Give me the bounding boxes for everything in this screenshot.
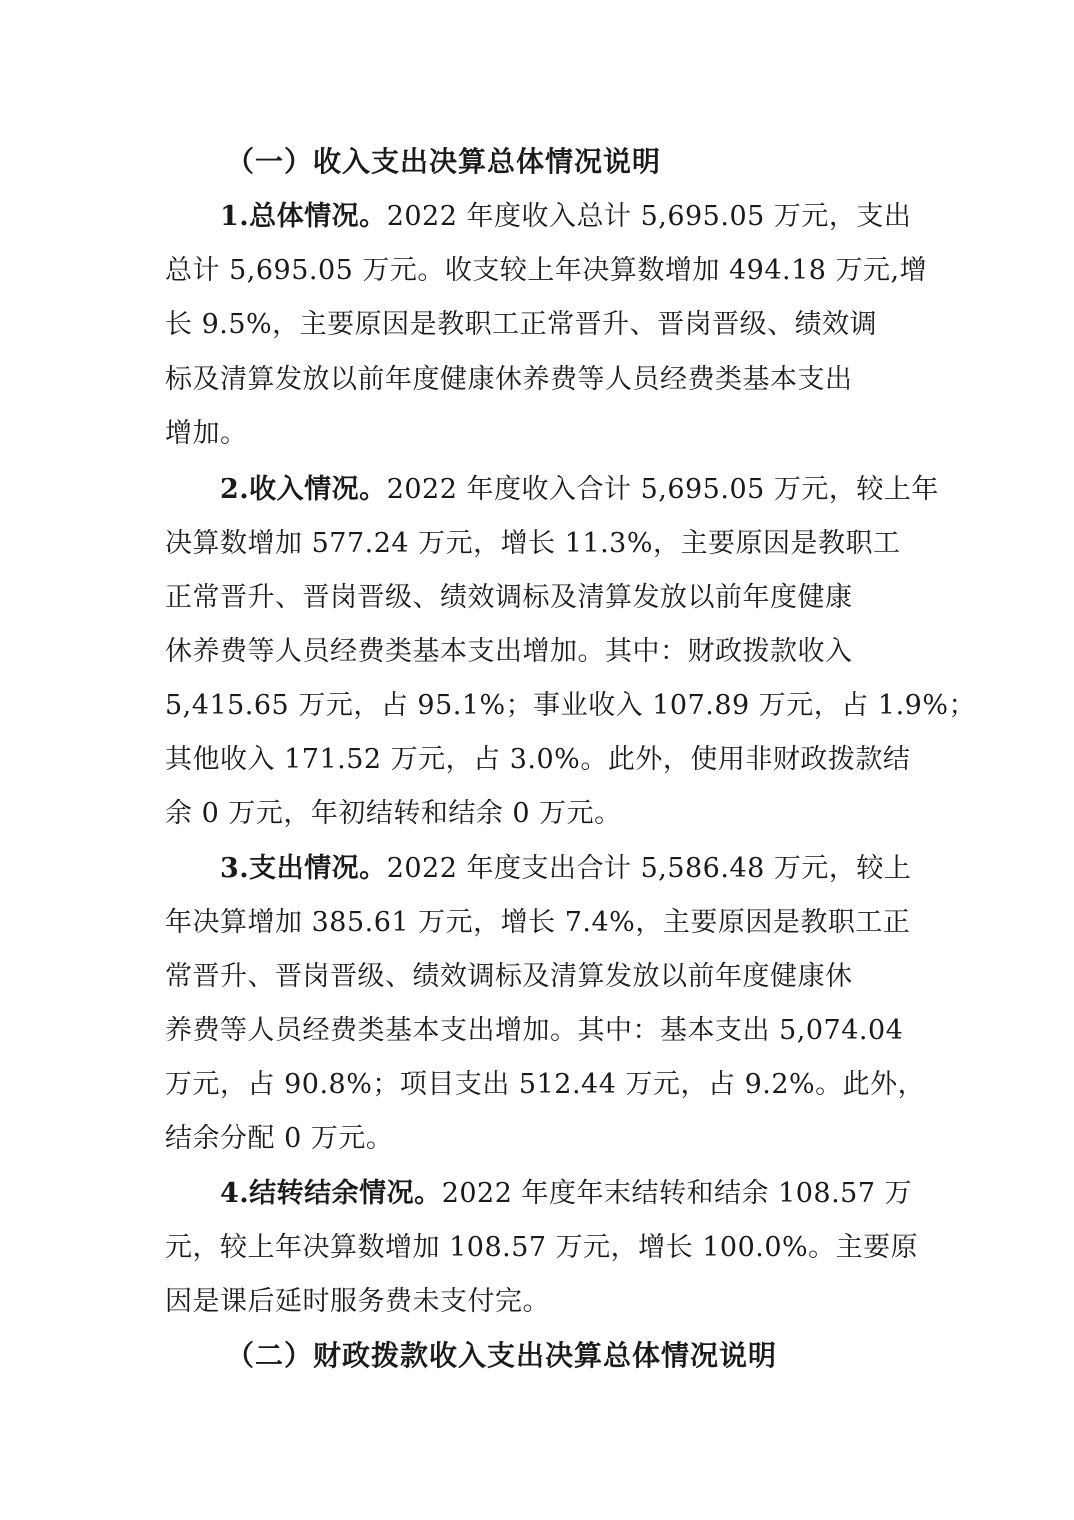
paragraph-1-line-3: 长 9.5%，主要原因是教职工正常晋升、晋岗晋级、绩效调 [165,309,878,340]
paragraph-2-line-4: 休养费等人员经费类基本支出增加。其中：财政拨款收入 [165,636,853,667]
paragraph-3-text: 2022 年度支出合计 5,586.48 万元，较上 [386,853,912,884]
paragraph-2-line-7: 余 0 万元，年初结转和结余 0 万元。 [165,798,622,829]
paragraph-4-text: 2022 年度年末结转和结余 108.57 万 [441,1178,913,1209]
paragraph-2-line-5: 5,415.65 万元，占 95.1%；事业收入 107.89 万元，占 1.9%； [165,690,976,721]
paragraph-1-line-4: 标及清算发放以前年度健康休养费等人员经费类基本支出 [165,364,853,395]
paragraph-1-line-5: 增加。 [165,418,248,449]
paragraph-2-line-1 [220,472,939,508]
paragraph-4-line-2: 元，较上年决算数增加 108.57 万元，增长 100.0%。主要原 [165,1232,919,1263]
paragraph-3-line-3: 常晋升、晋岗晋级、绩效调标及清算发放以前年度健康休 [165,961,853,992]
paragraph-2-text: 2022 年度收入合计 5,695.05 万元，较上年 [386,474,939,505]
paragraph-2-line-2: 决算数增加 577.24 万元，增长 11.3%，主要原因是教职工 [165,528,901,559]
paragraph-1-line-2: 总计 5,695.05 万元。收支较上年决算数增加 494.18 万元,增 [165,255,928,286]
paragraph-2-lead: 2.收入情况。 [220,474,387,505]
paragraph-3-lead: 3.支出情况。 [220,853,387,884]
paragraph-3-line-6: 结余分配 0 万元。 [165,1123,394,1154]
paragraph-1-line-1 [220,199,911,235]
paragraph-4-lead: 4.结转结余情况。 [220,1178,442,1209]
paragraph-2-line-3: 正常晋升、晋岗晋级、绩效调标及清算发放以前年度健康 [165,582,853,613]
paragraph-4-line-1 [220,1176,912,1212]
paragraph-3-line-1 [220,851,911,887]
paragraph-3-line-5: 万元，占 90.8%；项目支出 512.44 万元，占 9.2%。此外， [165,1069,926,1100]
paragraph-1-text: 2022 年度收入总计 5,695.05 万元，支出 [386,201,912,232]
paragraph-1-lead: 1.总体情况。 [220,201,387,232]
paragraph-3-line-4: 养费等人员经费类基本支出增加。其中：基本支出 5,074.04 [165,1015,904,1046]
section-heading-1: （一）收入支出决算总体情况说明 [226,145,662,178]
section-heading-2: （二）财政拨款收入支出决算总体情况说明 [226,1339,778,1372]
paragraph-2-line-6: 其他收入 171.52 万元，占 3.0%。此外，使用非财政拨款结 [165,744,911,775]
paragraph-3-line-2: 年决算增加 385.61 万元，增长 7.4%，主要原因是教职工正 [165,907,911,938]
paragraph-4-line-3: 因是课后延时服务费未支付完。 [165,1286,550,1317]
